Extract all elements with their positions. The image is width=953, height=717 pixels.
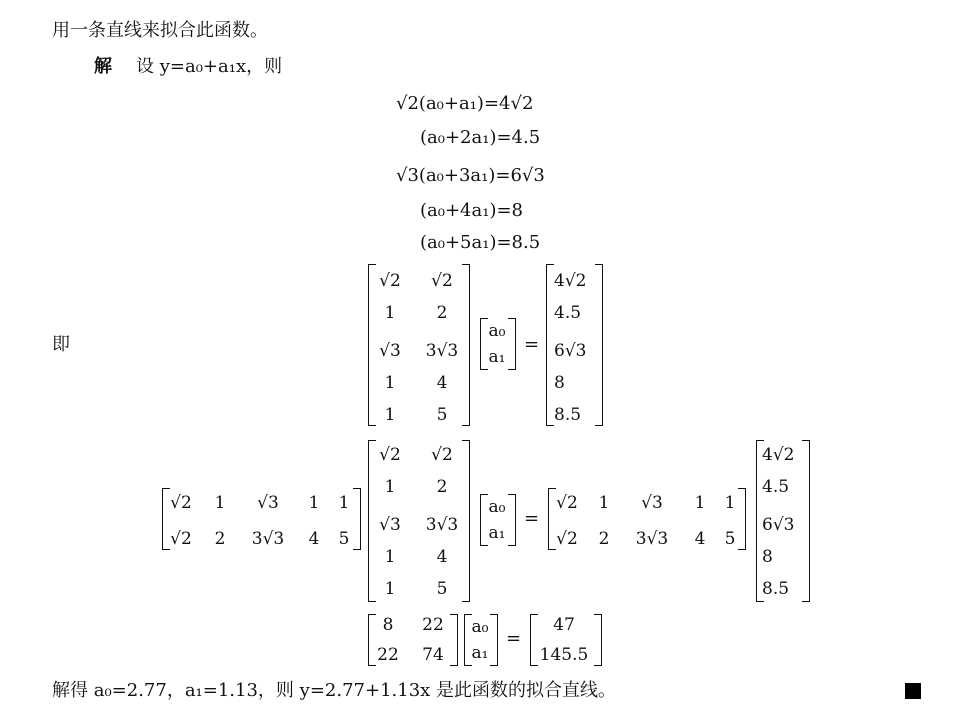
vector-cell: a₀ (471, 617, 489, 637)
solution-label: 解 (94, 56, 112, 77)
matrix-cell: 1 (384, 373, 396, 393)
vector-cell: 6√3 (554, 341, 587, 361)
matrix-cell: 1 (384, 477, 396, 497)
vector-cell: a₁ (488, 347, 506, 367)
vector-cell: 4.5 (762, 477, 790, 497)
matrix-cell: √2 (431, 445, 453, 465)
matrix-cell: 1 (214, 493, 226, 513)
vector-cell: 4√2 (554, 271, 587, 291)
matrix-cell: 1 (724, 493, 736, 513)
matrix-cell: √3 (641, 493, 663, 513)
matrix-cell: 1 (694, 493, 706, 513)
matrix-cell: 2 (214, 529, 226, 549)
vector-cell: 8.5 (554, 405, 582, 425)
matrix-cell: √3 (379, 515, 401, 535)
matrix-cell: 1 (384, 405, 396, 425)
setup-text: 设 y=a₀+a₁x，则 (136, 56, 283, 77)
matrix-cell: 4 (436, 373, 448, 393)
matrix-cell: 4 (308, 529, 320, 549)
matrix-cell: 2 (436, 477, 448, 497)
matrix-cell: 1 (384, 579, 396, 599)
matrix-cell: 5 (338, 529, 350, 549)
matrix-cell: 5 (724, 529, 736, 549)
matrix-cell: 2 (436, 303, 448, 323)
vector-cell: 8 (762, 547, 773, 567)
matrix-cell: 3√3 (251, 529, 285, 549)
matrix-cell: 1 (384, 547, 396, 567)
equation-1: √2(a₀+a₁)=4√2 (396, 93, 534, 114)
matrix-cell: √3 (257, 493, 279, 513)
matrix-cell: 74 (422, 645, 444, 665)
matrix-cell: 3√3 (635, 529, 669, 549)
equation-3: √3(a₀+3a₁)=6√3 (396, 165, 545, 186)
matrix-cell: √2 (431, 271, 453, 291)
matrix-cell: √2 (379, 445, 401, 465)
matrix-cell: 1 (338, 493, 350, 513)
matrix-cell: 1 (598, 493, 610, 513)
matrix-cell: 3√3 (425, 341, 459, 361)
vector-cell: 4.5 (554, 303, 582, 323)
matrix-cell: 5 (436, 405, 448, 425)
vector-cell: a₁ (488, 523, 506, 543)
intro-text: 用一条直线来拟合此函数。 (52, 20, 268, 41)
matrix-cell: √2 (556, 493, 578, 513)
result-text: 解得 a₀=2.77，a₁=1.13，则 y=2.77+1.13x 是此函数的拟合直线。 (52, 680, 617, 701)
matrix-cell: 1 (308, 493, 320, 513)
vector-cell: 8 (554, 373, 565, 393)
equation-2: (a₀+2a₁)=4.5 (420, 127, 541, 148)
matrix-cell: 4 (436, 547, 448, 567)
matrix-cell: 5 (436, 579, 448, 599)
equals-sign: = (506, 628, 522, 649)
vector-cell: 4√2 (762, 445, 795, 465)
matrix-cell: 22 (377, 645, 399, 665)
vector-cell: a₀ (488, 497, 506, 517)
matrix-cell: √3 (379, 341, 401, 361)
matrix-cell: √2 (170, 493, 192, 513)
matrix-cell: 1 (384, 303, 396, 323)
vector-cell: 47 (553, 615, 575, 635)
matrix-cell: 4 (694, 529, 706, 549)
vector-cell: 8.5 (762, 579, 790, 599)
equation-5: (a₀+5a₁)=8.5 (420, 232, 541, 253)
matrix-cell: 8 (382, 615, 394, 635)
matrix-cell: √2 (170, 529, 192, 549)
vector-cell: 6√3 (762, 515, 795, 535)
matrix-cell: 2 (598, 529, 610, 549)
matrix-cell: √2 (379, 271, 401, 291)
vector-cell: 145.5 (539, 645, 589, 665)
matrix-cell: √2 (556, 529, 578, 549)
vector-cell: a₁ (471, 643, 489, 663)
ji-label: 即 (52, 334, 70, 355)
matrix-cell: 3√3 (425, 515, 459, 535)
vector-cell: a₀ (488, 321, 506, 341)
end-of-proof-icon (905, 683, 921, 699)
equals-sign: = (524, 508, 540, 529)
equation-4: (a₀+4a₁)=8 (420, 200, 524, 221)
equals-sign: = (524, 334, 540, 355)
matrix-cell: 22 (422, 615, 444, 635)
